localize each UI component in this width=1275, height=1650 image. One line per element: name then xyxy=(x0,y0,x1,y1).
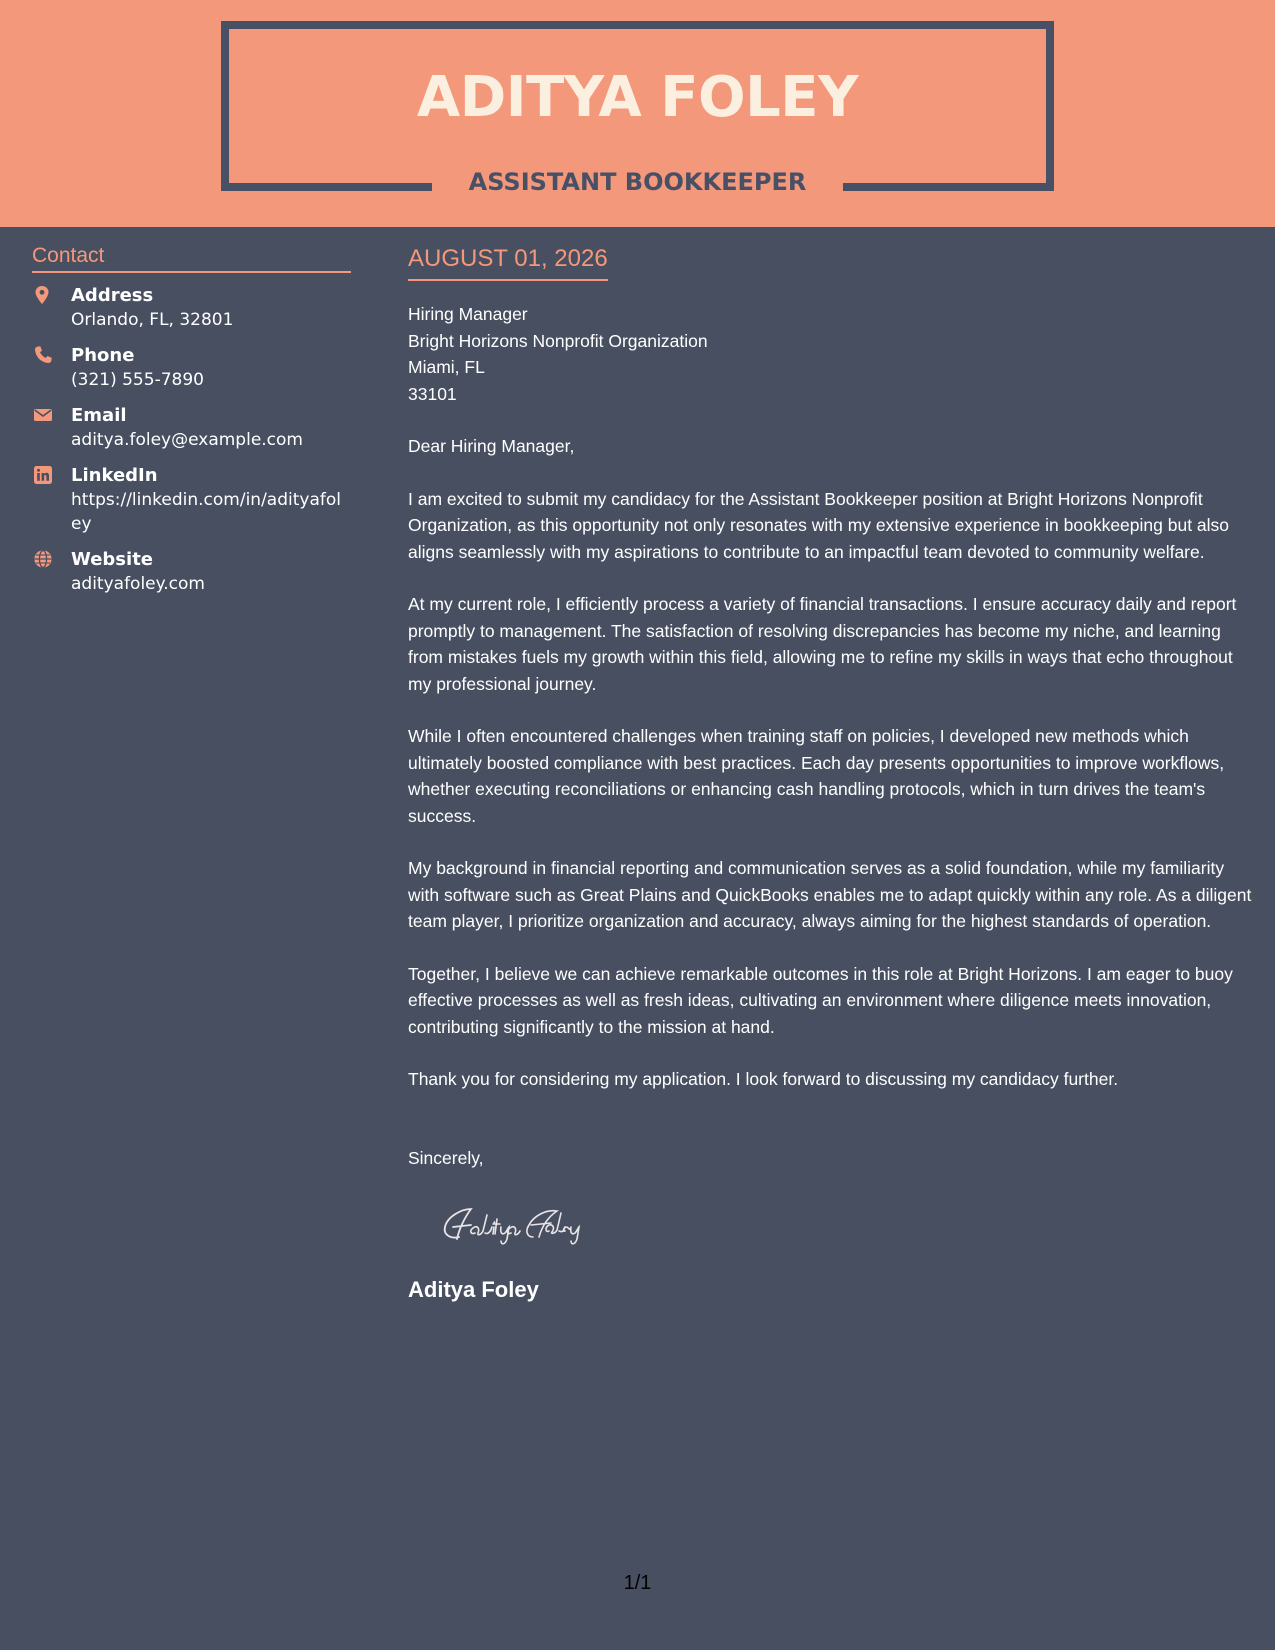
linkedin-label: LinkedIn xyxy=(71,465,158,486)
contact-item-phone xyxy=(32,343,351,392)
recipient-block xyxy=(408,301,1253,407)
paragraph-5: Together, I believe we can achieve remarkable outcomes in this role at Bright Horizons. I am eager to buoy effective processes as well as fresh ideas, cultivating an environment where diligence meets innovation, contributing significantly to the mission at hand. xyxy=(408,963,1233,1037)
paragraph-1: I am excited to submit my candidacy for the Assistant Bookkeeper position at Bright Horizons Nonprofit Organization, as this opportunity not only resonates with my extensive experience in bookkeeping but also aligns seamlessly with my aspirations to contribute to an impactful team devoted to community welfare. xyxy=(408,488,1230,562)
contact-item-address xyxy=(32,283,351,332)
phone-label: Phone xyxy=(71,345,135,366)
paragraph-6: Thank you for considering my application. I look forward to discussing my candidacy further. xyxy=(408,1069,1119,1089)
address-label: Address xyxy=(71,285,154,306)
linkedin-value: https://linkedin.com/in/adityafoley xyxy=(71,490,341,534)
email-label: Email xyxy=(71,405,127,426)
address-value: Orlando, FL, 32801 xyxy=(71,310,234,330)
salutation: Dear Hiring Manager, xyxy=(408,436,575,456)
closing: Sincerely, xyxy=(408,1147,484,1168)
paragraph-3: While I often encountered challenges when training staff on policies, I developed new methods which ultimately boosted compliance with best practices. Each day presents opportunities to improve workflows, whether executing reconciliations or enhancing cash handling protocols, which in turn drives the team's success. xyxy=(408,726,1225,826)
recipient-city: Miami, FL xyxy=(408,357,485,377)
contact-heading: Contact xyxy=(32,242,351,273)
header-banner xyxy=(0,0,1275,227)
email-value: aditya.foley@example.com xyxy=(71,430,303,450)
recipient-name: Hiring Manager xyxy=(408,304,528,324)
contact-item-email xyxy=(32,403,351,452)
letter-body xyxy=(408,244,1253,1305)
page-number: 1/1 xyxy=(623,1572,652,1594)
website-label: Website xyxy=(71,549,154,570)
candidate-name: ADITYA FOLEY xyxy=(416,65,859,130)
contact-item-website xyxy=(32,547,351,596)
recipient-company: Bright Horizons Nonprofit Organization xyxy=(408,330,708,351)
globe-icon xyxy=(34,550,52,568)
paragraph-4: My background in financial reporting and communication serves as a solid foundation, while my familiarity with software such as Great Plains and QuickBooks enables me to adapt quickly within any role. As a diligent team player, I prioritize organization and accuracy, always aiming for the highest standards of operation. xyxy=(408,858,1252,931)
map-pin-icon xyxy=(34,286,52,304)
linkedin-icon xyxy=(34,466,52,484)
contact-sidebar xyxy=(32,242,351,607)
phone-value: (321) 555-7890 xyxy=(71,370,204,390)
signer-name: Aditya Foley xyxy=(408,1277,539,1302)
letter-date: AUGUST 01, 2026 xyxy=(408,244,608,281)
handwritten-signature xyxy=(437,1197,1253,1251)
envelope-icon xyxy=(34,406,52,424)
contact-item-linkedin xyxy=(32,463,351,536)
recipient-zip: 33101 xyxy=(408,383,457,404)
job-title: ASSISTANT BOOKKEEPER xyxy=(468,168,807,196)
website-value: adityafoley.com xyxy=(71,574,205,594)
phone-icon xyxy=(34,346,52,364)
contact-list xyxy=(32,283,351,596)
paragraph-2: At my current role, I efficiently process a variety of financial transactions. I ensure accuracy daily and report promptly to management. The satisfaction of resolving discrepancies has become my niche, and learning from mistakes fuels my growth within this field, allowing me to refine my skills in ways that echo throughout my professional journey. xyxy=(408,594,1237,694)
